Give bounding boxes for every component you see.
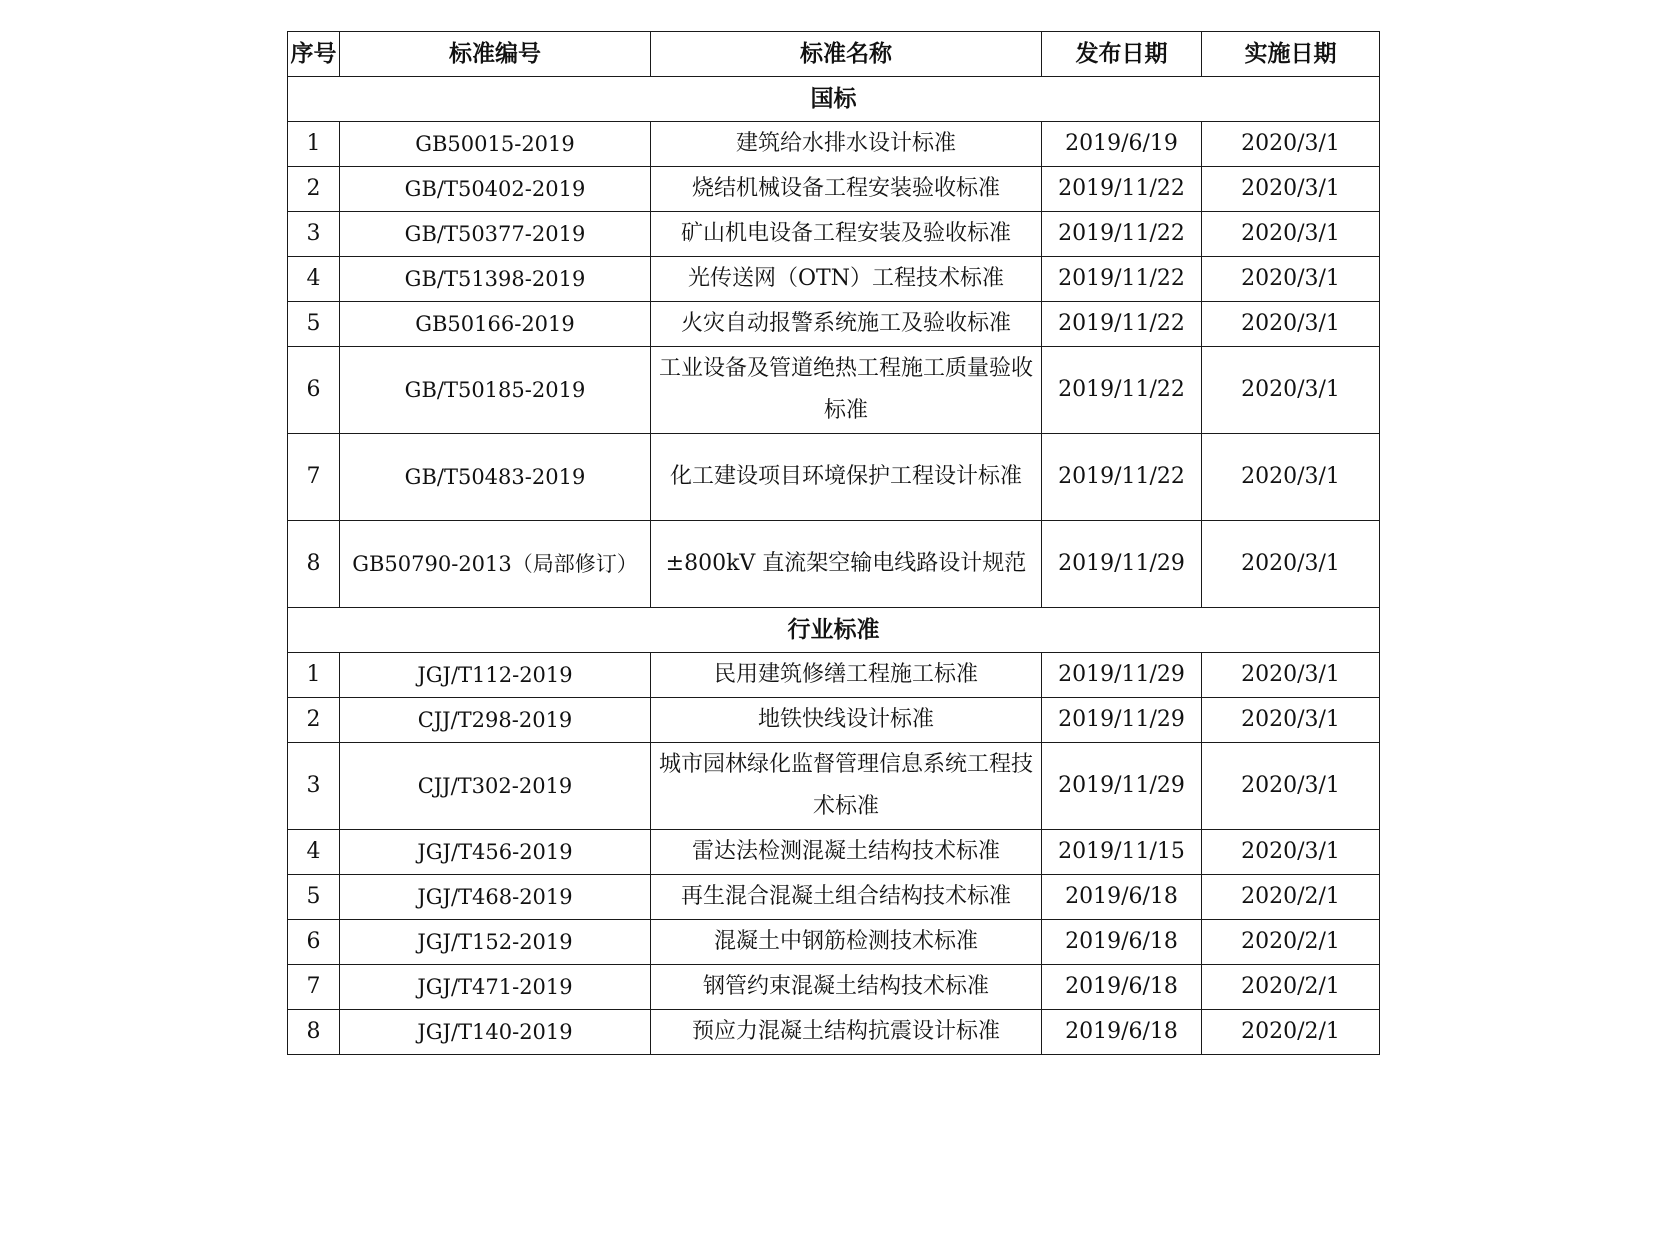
header-index: 序号	[288, 32, 340, 77]
standards-table	[287, 31, 1380, 1055]
cell-publish-date: 2019/11/22	[1042, 302, 1202, 347]
cell-standard-name: 预应力混凝土结构抗震设计标准	[651, 1010, 1042, 1055]
cell-publish-date: 2019/11/22	[1042, 434, 1202, 521]
cell-effective-date: 2020/2/1	[1202, 965, 1380, 1010]
cell-index: 8	[288, 1010, 340, 1055]
cell-index: 3	[288, 743, 340, 830]
cell-effective-date: 2020/3/1	[1202, 122, 1380, 167]
cell-effective-date: 2020/3/1	[1202, 212, 1380, 257]
header-publish-date: 发布日期	[1042, 32, 1202, 77]
cell-standard-name: 地铁快线设计标准	[651, 698, 1042, 743]
cell-effective-date: 2020/3/1	[1202, 698, 1380, 743]
cell-standard-code: GB/T51398-2019	[340, 257, 651, 302]
cell-standard-name: ±800kV 直流架空输电线路设计规范	[651, 521, 1042, 608]
cell-standard-code: GB/T50402-2019	[340, 167, 651, 212]
cell-standard-code: GB50015-2019	[340, 122, 651, 167]
cell-effective-date: 2020/2/1	[1202, 1010, 1380, 1055]
table-row	[288, 521, 1380, 608]
cell-index: 4	[288, 257, 340, 302]
cell-index: 5	[288, 302, 340, 347]
table-row	[288, 122, 1380, 167]
section-title: 行业标准	[288, 608, 1380, 653]
cell-publish-date: 2019/11/22	[1042, 167, 1202, 212]
cell-index: 2	[288, 698, 340, 743]
cell-publish-date: 2019/11/15	[1042, 830, 1202, 875]
cell-publish-date: 2019/11/29	[1042, 521, 1202, 608]
section-row	[288, 77, 1380, 122]
section-title: 国标	[288, 77, 1380, 122]
cell-standard-code: JGJ/T456-2019	[340, 830, 651, 875]
cell-standard-code: GB/T50483-2019	[340, 434, 651, 521]
cell-standard-name: 钢管约束混凝土结构技术标准	[651, 965, 1042, 1010]
table-row	[288, 653, 1380, 698]
cell-effective-date: 2020/3/1	[1202, 521, 1380, 608]
cell-effective-date: 2020/2/1	[1202, 920, 1380, 965]
cell-standard-name: 烧结机械设备工程安装验收标准	[651, 167, 1042, 212]
cell-standard-name: 城市园林绿化监督管理信息系统工程技术标准	[651, 743, 1042, 830]
header-standard-name: 标准名称	[651, 32, 1042, 77]
cell-standard-code: CJJ/T302-2019	[340, 743, 651, 830]
cell-effective-date: 2020/3/1	[1202, 167, 1380, 212]
cell-effective-date: 2020/2/1	[1202, 875, 1380, 920]
cell-standard-code: JGJ/T471-2019	[340, 965, 651, 1010]
table-row	[288, 743, 1380, 830]
cell-publish-date: 2019/6/18	[1042, 965, 1202, 1010]
cell-standard-name: 再生混合混凝土组合结构技术标准	[651, 875, 1042, 920]
cell-standard-code: GB/T50185-2019	[340, 347, 651, 434]
cell-publish-date: 2019/6/19	[1042, 122, 1202, 167]
cell-effective-date: 2020/3/1	[1202, 347, 1380, 434]
cell-index: 3	[288, 212, 340, 257]
table-row	[288, 434, 1380, 521]
table-row	[288, 698, 1380, 743]
cell-effective-date: 2020/3/1	[1202, 257, 1380, 302]
cell-standard-name: 火灾自动报警系统施工及验收标准	[651, 302, 1042, 347]
header-effective-date: 实施日期	[1202, 32, 1380, 77]
cell-publish-date: 2019/6/18	[1042, 875, 1202, 920]
table-row	[288, 1010, 1380, 1055]
standards-document	[287, 31, 1380, 1055]
table-row	[288, 257, 1380, 302]
cell-standard-code: JGJ/T140-2019	[340, 1010, 651, 1055]
cell-publish-date: 2019/11/22	[1042, 347, 1202, 434]
table-row	[288, 965, 1380, 1010]
cell-index: 1	[288, 122, 340, 167]
cell-publish-date: 2019/11/22	[1042, 212, 1202, 257]
cell-index: 7	[288, 965, 340, 1010]
cell-index: 8	[288, 521, 340, 608]
cell-standard-code: GB50166-2019	[340, 302, 651, 347]
cell-standard-code: JGJ/T468-2019	[340, 875, 651, 920]
cell-effective-date: 2020/3/1	[1202, 653, 1380, 698]
cell-publish-date: 2019/11/29	[1042, 653, 1202, 698]
table-row	[288, 830, 1380, 875]
cell-standard-code: GB50790-2013（局部修订）	[340, 521, 651, 608]
cell-standard-code: JGJ/T112-2019	[340, 653, 651, 698]
cell-standard-code: JGJ/T152-2019	[340, 920, 651, 965]
cell-standard-name: 工业设备及管道绝热工程施工质量验收标准	[651, 347, 1042, 434]
section-row	[288, 608, 1380, 653]
table-row	[288, 347, 1380, 434]
cell-effective-date: 2020/3/1	[1202, 830, 1380, 875]
cell-publish-date: 2019/6/18	[1042, 920, 1202, 965]
cell-standard-code: CJJ/T298-2019	[340, 698, 651, 743]
table-row	[288, 212, 1380, 257]
cell-standard-code: GB/T50377-2019	[340, 212, 651, 257]
table-body	[288, 77, 1380, 1055]
cell-index: 7	[288, 434, 340, 521]
header-standard-code: 标准编号	[340, 32, 651, 77]
cell-index: 2	[288, 167, 340, 212]
cell-index: 1	[288, 653, 340, 698]
table-row	[288, 302, 1380, 347]
header-row	[288, 32, 1380, 77]
cell-standard-name: 矿山机电设备工程安装及验收标准	[651, 212, 1042, 257]
cell-publish-date: 2019/11/29	[1042, 698, 1202, 743]
table-row	[288, 167, 1380, 212]
cell-effective-date: 2020/3/1	[1202, 743, 1380, 830]
cell-index: 6	[288, 920, 340, 965]
cell-standard-name: 建筑给水排水设计标准	[651, 122, 1042, 167]
table-row	[288, 875, 1380, 920]
cell-standard-name: 化工建设项目环境保护工程设计标准	[651, 434, 1042, 521]
cell-index: 5	[288, 875, 340, 920]
cell-publish-date: 2019/6/18	[1042, 1010, 1202, 1055]
cell-standard-name: 雷达法检测混凝土结构技术标准	[651, 830, 1042, 875]
cell-publish-date: 2019/11/29	[1042, 743, 1202, 830]
cell-standard-name: 民用建筑修缮工程施工标准	[651, 653, 1042, 698]
cell-publish-date: 2019/11/22	[1042, 257, 1202, 302]
table-row	[288, 920, 1380, 965]
cell-standard-name: 混凝土中钢筋检测技术标准	[651, 920, 1042, 965]
cell-effective-date: 2020/3/1	[1202, 434, 1380, 521]
cell-effective-date: 2020/3/1	[1202, 302, 1380, 347]
cell-index: 6	[288, 347, 340, 434]
cell-index: 4	[288, 830, 340, 875]
cell-standard-name: 光传送网（OTN）工程技术标准	[651, 257, 1042, 302]
